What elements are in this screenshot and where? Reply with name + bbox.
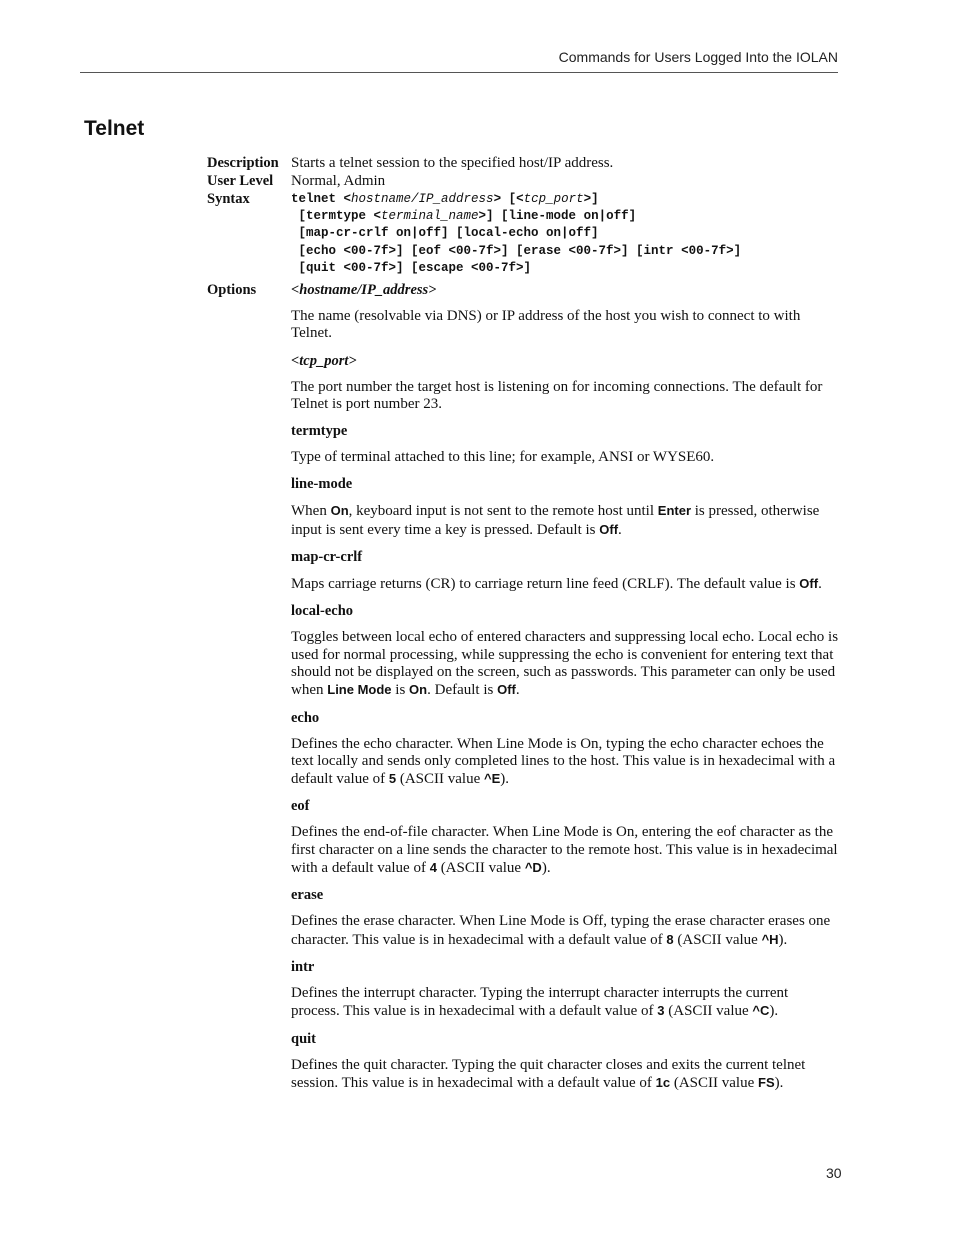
desc-text: Defines the quit character. Typing the quit character closes and exits the current telnet session. This value is in hexadecimal with a default value of [291,1056,806,1091]
option-desc-map-cr-crlf [291,575,839,593]
desc-text: Defines the end-of-file character. When Line Mode is On, entering the eof character as the first character on a line sends the character to the remote host. This value is in hexadecimal with a default value of [291,824,838,877]
option-desc-termtype: Type of terminal attached to this line; for example, ANSI or WYSE60. [291,449,715,466]
option-desc-tcp-port: The port number the target host is listening on for incoming connections. The default for Telnet is port number 23. [291,378,823,412]
option-desc-echo [291,736,839,789]
desc-text: (ASCII value [664,1003,753,1020]
ui-term-ascii: FS [758,1074,775,1090]
desc-text: . Default is [427,682,498,699]
option-name-intr: intr [291,958,315,975]
option-name-local-echo: local-echo [291,603,354,620]
option-name-tcp-port: <tcp_port> [291,352,357,369]
desc-text: (ASCII value [436,860,525,877]
syntax-text: > [< [493,192,524,206]
desc-text: (ASCII value [396,771,485,788]
syntax-line: [echo <00-7f>] [eof <00-7f>] [erase <00-7f>] [intr <00-7f>] [291,243,742,258]
option-desc-intr [291,985,839,1021]
desc-text: Defines the echo character. When Line Mode is On, typing the echo character echoes the text locally and sends only completed lines to the host. This value is in hexadecimal with a default value of [291,735,836,788]
section-title: Telnet [84,117,145,140]
syntax-arg-host: hostname/IP_address [351,192,494,206]
running-header [80,49,838,73]
syntax-arg-terminal: terminal_name [381,209,479,224]
ui-term-off: Off [497,682,516,698]
syntax-label: Syntax [207,191,250,207]
ui-term-line-mode: Line Mode [327,682,392,698]
desc-text: Defines the erase character. When Line Mode is Off, typing the erase character erases one character. This value is in hexadecimal with a default value of [291,913,831,948]
option-name-eof: eof [291,798,310,815]
desc-text: ). [769,1003,779,1020]
option-name-map-cr-crlf: map-cr-crlf [291,549,363,566]
ui-term-ascii: ^H [761,931,779,947]
ui-term-off: Off [599,521,619,537]
desc-text: Maps carriage returns (CR) to carriage return line feed (CRLF). The default value is [291,576,800,593]
option-name-erase: erase [291,887,324,904]
ui-term-ascii: ^D [524,860,542,876]
desc-text: is [391,682,410,699]
user-level-label: User Level [207,173,274,189]
syntax-text: < [336,192,352,206]
option-desc-line-mode [291,502,839,539]
description-value: Starts a telnet session to the specified host/IP address. [291,155,614,171]
syntax-text: [termtype < [291,209,382,224]
syntax-arg-port: tcp_port [523,192,584,206]
ui-term-off: Off [799,576,819,592]
option-name-quit: quit [291,1030,316,1047]
option-desc-local-echo [291,629,839,699]
option-desc-eof [291,824,839,877]
desc-text: Toggles between local echo of entered characters and suppressing local echo. Local echo is used for normal processing, while suppressing the echo is convenient for entering text that should not be displayed on the screen, such as passwords. This parameter can only be used when [291,629,839,699]
option-name-echo: echo [291,709,320,726]
running-header-title: Commands for Users Logged Into the IOLAN [558,49,838,65]
syntax-text: >] [line-mode on|off] [478,209,637,224]
ui-term-ascii: ^C [752,1003,770,1019]
ui-term-on: On [330,503,349,519]
syntax-command: telnet [291,192,337,206]
desc-text: . [818,576,822,593]
syntax-block [291,191,839,277]
option-name-hostname: <hostname/IP_address> [291,282,437,298]
desc-text: ). [541,860,551,877]
ui-term-value: 1c [655,1074,671,1090]
options-list [291,281,839,1101]
option-name-line-mode: line-mode [291,476,353,493]
syntax-line: [map-cr-crlf on|off] [local-echo on|off] [291,226,599,241]
ui-term-value: 3 [657,1003,665,1019]
desc-text: . [515,682,520,699]
syntax-line: [quit <00-7f>] [escape <00-7f>] [291,260,532,275]
ui-term-on: On [409,682,428,698]
desc-text: , keyboard input is not sent to the remote host until [348,503,658,520]
options-label: Options [207,282,257,298]
description-label: Description [207,155,279,171]
option-desc-erase [291,913,839,949]
desc-text: is pressed, otherwise input is sent every time a key is pressed. Default is [291,503,820,538]
desc-text: (ASCII value [670,1074,759,1091]
ui-term-value: 5 [388,771,397,787]
ui-term-ascii: ^E [484,771,501,787]
ui-term-value: 8 [666,931,674,947]
desc-text: . [618,521,622,538]
ui-term-value: 4 [429,860,437,876]
desc-text: When [291,503,331,520]
desc-text: ). [778,931,788,948]
desc-text: (ASCII value [673,931,762,948]
user-level-value: Normal, Admin [291,173,386,189]
ui-term-enter: Enter [657,503,692,519]
desc-text: ). [500,771,510,788]
option-name-termtype: termtype [291,423,348,440]
page-number: 30 [826,1165,842,1181]
option-desc-quit [291,1057,839,1093]
syntax-text: >] [583,192,599,206]
desc-text: ). [774,1074,784,1091]
option-desc-hostname: The name (resolvable via DNS) or IP address of the host you wish to connect to with Telnet. [291,308,801,342]
desc-text: Defines the interrupt character. Typing the interrupt character interrupts the current process. This value is in hexadecimal with a default value of [291,984,789,1020]
